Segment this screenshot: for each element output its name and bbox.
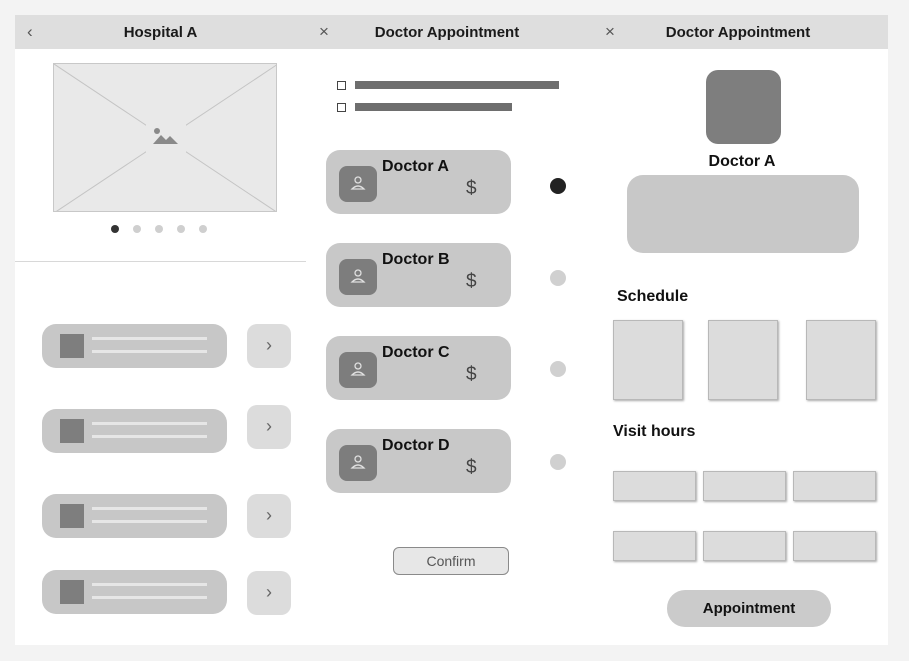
close-icon[interactable]: × — [319, 22, 329, 41]
doctor-radio-selected[interactable] — [550, 178, 566, 194]
doctor-radio[interactable] — [550, 454, 566, 470]
visit-hour-slot[interactable] — [703, 471, 786, 501]
list-item-thumbnail — [60, 334, 84, 358]
user-icon — [339, 259, 377, 295]
schedule-day-slot[interactable] — [708, 320, 778, 400]
doctor-photo — [706, 70, 781, 144]
visit-hour-slot[interactable] — [613, 531, 696, 561]
visit-hours-heading: Visit hours — [613, 423, 696, 440]
carousel-dot[interactable] — [177, 225, 185, 233]
divider — [15, 261, 306, 262]
carousel-dot-active[interactable] — [111, 225, 119, 233]
list-item-thumbnail — [60, 419, 84, 443]
doctor-name: Doctor A — [708, 153, 776, 170]
carousel-dots — [111, 225, 207, 233]
text-line-placeholder — [92, 337, 207, 340]
visit-hour-slot[interactable] — [703, 531, 786, 561]
doctor-card-d[interactable] — [326, 429, 511, 493]
carousel-dot[interactable] — [133, 225, 141, 233]
chevron-right-icon[interactable]: › — [247, 405, 291, 449]
list-item-thumbnail — [60, 504, 84, 528]
avatar — [339, 352, 377, 388]
carousel-dot[interactable] — [199, 225, 207, 233]
text-line-placeholder — [92, 422, 207, 425]
image-placeholder-graphic — [54, 64, 277, 212]
appointment-list-header — [306, 15, 588, 49]
page-title: Hospital A — [123, 23, 198, 41]
schedule-day-slot[interactable] — [613, 320, 683, 400]
appointment-detail-header — [588, 15, 888, 49]
filter-label-placeholder — [355, 81, 559, 89]
page-title: Doctor Appointment — [374, 23, 520, 41]
doctor-name: Doctor A — [382, 158, 449, 175]
visit-hour-slot[interactable] — [793, 531, 876, 561]
appointment-button[interactable]: Appointment — [667, 590, 831, 627]
list-item[interactable] — [42, 570, 227, 614]
list-item[interactable] — [42, 324, 227, 368]
doctor-name: Doctor B — [382, 251, 450, 268]
hospital-image-placeholder — [53, 63, 277, 212]
text-line-placeholder — [92, 507, 207, 510]
avatar — [339, 259, 377, 295]
list-item-thumbnail — [60, 580, 84, 604]
dollar-icon: $ — [466, 364, 477, 385]
page-title: Doctor Appointment — [665, 23, 811, 41]
confirm-button[interactable]: Confirm — [393, 547, 509, 575]
visit-hour-slot[interactable] — [613, 471, 696, 501]
schedule-heading: Schedule — [617, 288, 689, 305]
text-line-placeholder — [92, 350, 207, 353]
filter-label-placeholder — [355, 103, 512, 111]
canvas — [15, 15, 888, 645]
doctor-info-card — [627, 175, 859, 253]
list-item[interactable] — [42, 409, 227, 453]
dollar-icon: $ — [466, 271, 477, 292]
doctor-card-a[interactable] — [326, 150, 511, 214]
text-line-placeholder — [92, 583, 207, 586]
text-line-placeholder — [92, 520, 207, 523]
doctor-name: Doctor D — [382, 437, 450, 454]
doctor-card-b[interactable] — [326, 243, 511, 307]
chevron-right-icon[interactable]: › — [247, 324, 291, 368]
hospital-header — [15, 15, 306, 49]
carousel-dot[interactable] — [155, 225, 163, 233]
user-icon — [339, 166, 377, 202]
close-icon[interactable]: × — [605, 22, 615, 41]
user-icon — [339, 352, 377, 388]
chevron-left-icon[interactable]: ‹ — [27, 22, 33, 41]
schedule-day-slot[interactable] — [806, 320, 876, 400]
user-icon — [339, 445, 377, 481]
chevron-right-icon[interactable]: › — [247, 494, 291, 538]
doctor-radio[interactable] — [550, 270, 566, 286]
doctor-card-c[interactable] — [326, 336, 511, 400]
filter-checkbox[interactable] — [337, 103, 346, 112]
filter-checkbox[interactable] — [337, 81, 346, 90]
doctor-name: Doctor C — [382, 344, 450, 361]
dollar-icon: $ — [466, 178, 477, 199]
avatar — [339, 445, 377, 481]
doctor-radio[interactable] — [550, 361, 566, 377]
text-line-placeholder — [92, 435, 207, 438]
visit-hour-slot[interactable] — [793, 471, 876, 501]
avatar — [339, 166, 377, 202]
text-line-placeholder — [92, 596, 207, 599]
dollar-icon: $ — [466, 457, 477, 478]
list-item[interactable] — [42, 494, 227, 538]
chevron-right-icon[interactable]: › — [247, 571, 291, 615]
